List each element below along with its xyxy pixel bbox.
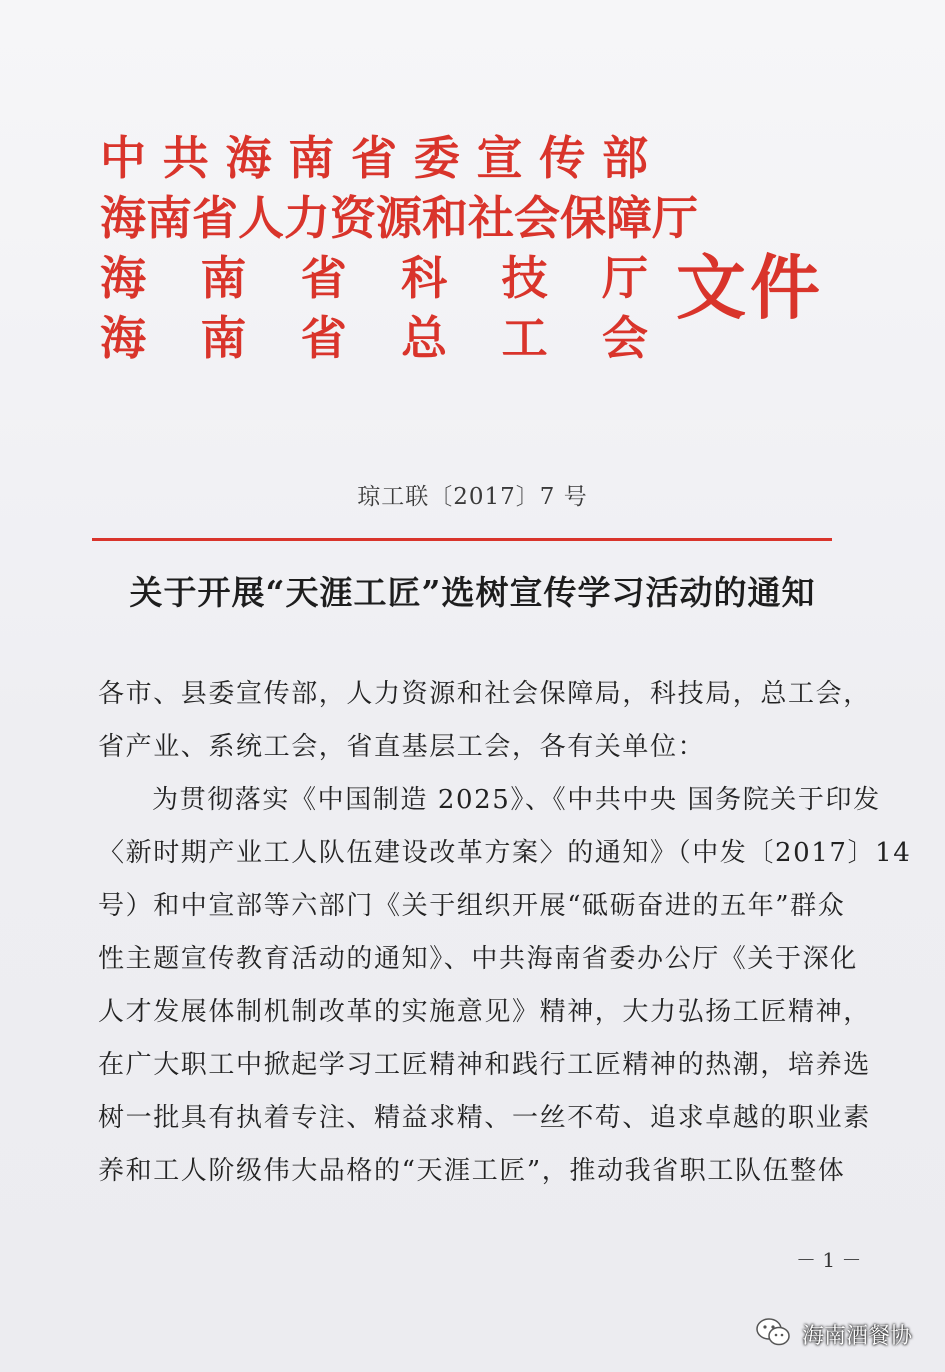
wechat-icon (756, 1317, 790, 1351)
paragraph-line: 号）和中宣部等六部门《关于组织开展“砥砺奋进的五年”群众 (98, 891, 846, 921)
watermark (756, 1314, 912, 1354)
recipient-line: 各市、县委宣传部，人力资源和社会保障局，科技局，总工会， (98, 679, 871, 709)
notice-title: 关于开展“天涯工匠”选树宣传学习活动的通知 (129, 573, 816, 612)
document-number: 琼工联〔2017〕7 号 (357, 484, 588, 510)
paragraph-line: 树一批具有执着专注、精益求精、一丝不苟、追求卓越的职业素 (98, 1103, 871, 1133)
issuer-line-4: 海 南 省 总 工 会 (100, 311, 648, 365)
document-type-label: 文件 (676, 246, 824, 329)
red-divider (92, 538, 832, 541)
paragraph-line: 为贯彻落实《中国制造 2025》、《中共中央 国务院关于印发 (152, 785, 881, 815)
paragraph-line: 〈新时期产业工人队伍建设改革方案〉的通知》（中发〔2017〕14 (98, 838, 912, 868)
paragraph-line: 性主题宣传教育活动的通知》、中共海南省委办公厅《关于深化 (98, 944, 858, 974)
paragraph-line: 人才发展体制机制改革的实施意见》精神，大力弘扬工匠精神， (98, 997, 871, 1027)
page-number: － 1 － (796, 1248, 862, 1272)
recipient-line: 省产业、系统工会，省直基层工会，各有关单位： (98, 732, 706, 762)
issuer-line-3: 海 南 省 科 技 厅 (100, 251, 648, 305)
notice-body (98, 668, 912, 1198)
issuer-line-2: 海 南 省 人 力 资 源 和 社 会 保 障 厅 (100, 191, 698, 245)
watermark-label: 海南酒餐协 (802, 1323, 913, 1349)
paragraph-line: 养和工人阶级伟大品格的“天涯工匠”，推动我省职工队伍整体 (98, 1156, 846, 1186)
issuer-line-1: 中 共 海 南 省 委 宣 传 部 (100, 131, 648, 185)
issuer-block (100, 128, 698, 368)
paragraph-line: 在广大职工中掀起学习工匠精神和践行工匠精神的热潮，培养选 (98, 1050, 871, 1080)
